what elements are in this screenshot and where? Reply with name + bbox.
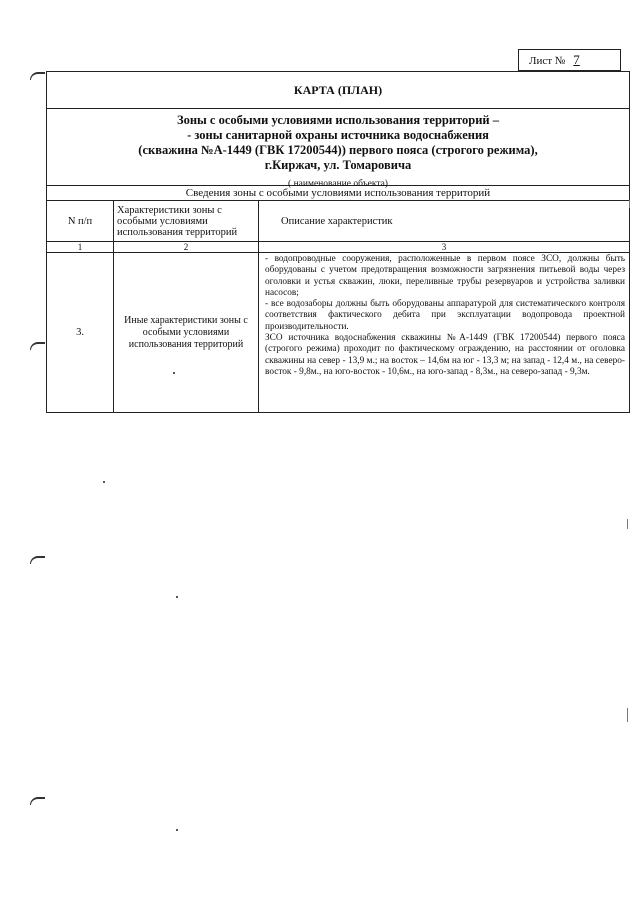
index-2: 2 (114, 242, 259, 253)
table-header-row (47, 201, 629, 242)
row-description (259, 253, 630, 413)
scan-speck (176, 596, 178, 598)
scan-edge-mark (627, 519, 628, 529)
description-paragraph-3: ЗСО источника водоснабжения скважины №А-1449 (ГВК 17200544) первого пояса (строгого режима) проходит по фактическому ограждению, на расстоянии от оголовка скважины на север - 13,9 м.; на восток – 14,6м на юг - 13,3 м; на запад - 12,4 м., на северо-восток - 9,8м., на юго-восток - 10,6м., на юго-запад - 8,3м., на северо-запад - 9,3м. (265, 333, 625, 377)
table-row (47, 253, 629, 413)
table-index-row (47, 242, 629, 253)
description-paragraph-1: - водопроводные сооружения, расположенные в первом поясе ЗСО, должны быть оборудованы с учетом предотвращения возможности загрязнения питьевой воды через оголовки и устья скважин, люки, переливные трубы резервуаров и устройства заливки насосов; (265, 254, 625, 298)
scan-speck (176, 829, 178, 831)
row-characteristic: Иные характеристики зоны с особыми условиями использования территорий (114, 253, 259, 413)
sheet-number-box (518, 49, 621, 71)
zone-title (47, 109, 629, 173)
scan-edge-mark (629, 200, 630, 208)
map-form (46, 71, 630, 413)
row-num: 3. (47, 253, 114, 413)
index-3: 3 (259, 242, 630, 253)
header-description: Описание характеристик (259, 201, 630, 242)
scan-edge-mark (627, 708, 628, 722)
zone-caption: ( наименование объекта) (288, 179, 388, 189)
zone-title-line-1: Зоны с особыми условиями использования территорий – (176, 113, 500, 127)
binder-hole-mark (30, 342, 45, 350)
characteristics-table (47, 201, 629, 413)
header-num: N п/п (47, 201, 114, 242)
info-header: Сведения зоны с особыми условиями использования территорий (47, 186, 629, 201)
page-title: КАРТА (ПЛАН) (47, 72, 629, 109)
scan-speck (173, 372, 175, 374)
binder-hole-mark (30, 797, 45, 805)
sheet-number: 7 (573, 52, 580, 67)
zone-caption-row (47, 173, 629, 189)
binder-hole-mark (30, 72, 45, 80)
header-characteristic: Характеристики зоны с особыми условиями использования территорий (114, 201, 259, 242)
binder-hole-mark (30, 556, 45, 564)
sheet-label: Лист № (529, 55, 566, 67)
zone-title-line-3: (скважина №А-1449 (ГВК 17200544)) первого пояса (строгого режима), (138, 143, 538, 157)
index-1: 1 (47, 242, 114, 253)
description-paragraph-2: - все водозаборы должны быть оборудованы аппаратурой для систематического контроля соответствия фактического дебита при эксплуатации водопровода проектной производительности. (265, 299, 625, 332)
zone-title-line-2: - зоны санитарной охраны источника водоснабжения (187, 128, 489, 142)
scan-speck (103, 481, 105, 483)
zone-title-line-4: г.Киржач, ул. Томаровича (264, 158, 412, 172)
